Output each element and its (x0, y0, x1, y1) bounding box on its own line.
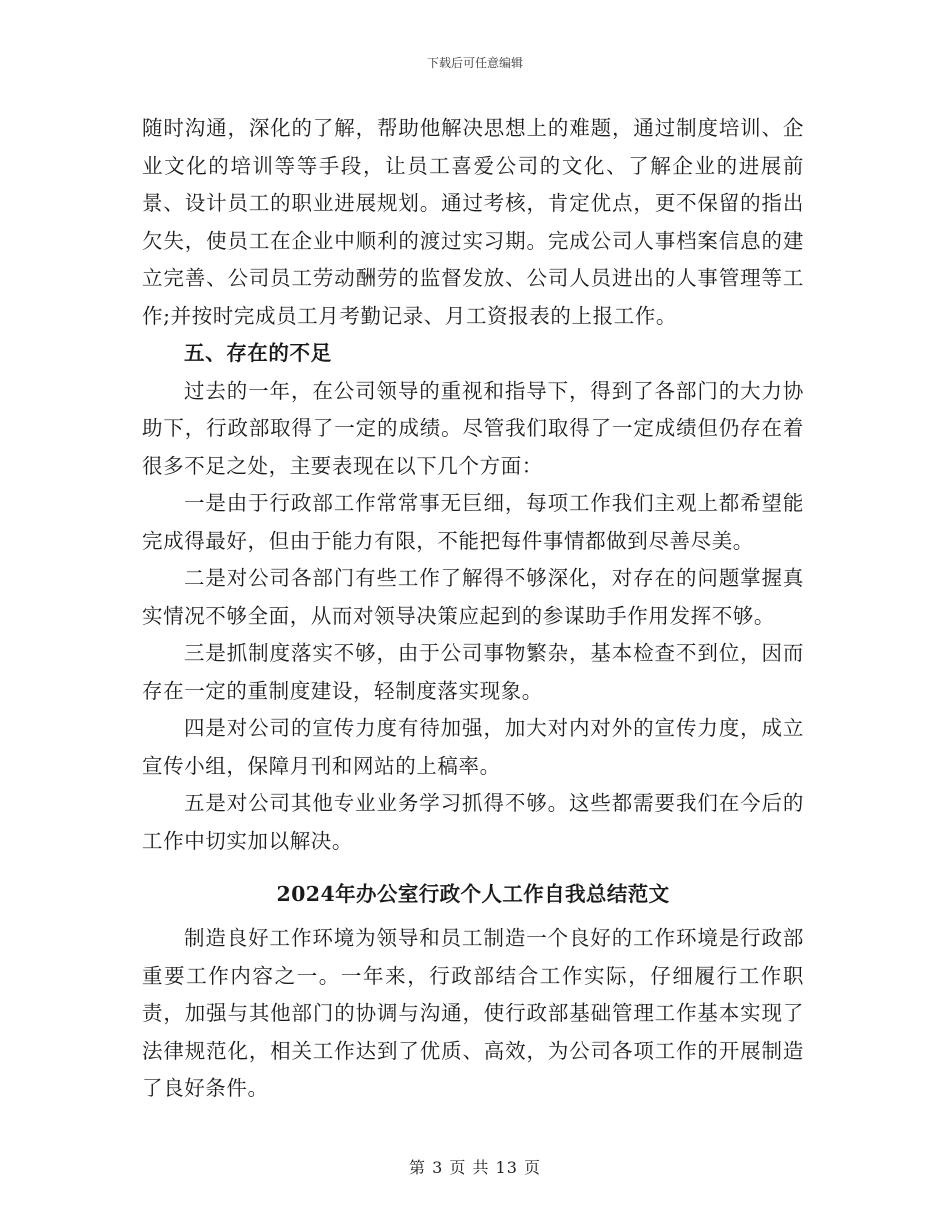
body-paragraph: 一是由于行政部工作常常事无巨细，每项工作我们主观上都希望能完成得最好，但由于能力有限，不能把每件事情都做到尽善尽美。 (142, 491, 804, 553)
document-body (142, 110, 804, 1108)
section-heading: 五、存在的不足 (184, 341, 332, 365)
page-header: 下载后可任意编辑 (426, 56, 523, 70)
page-footer: 第 3 页 共 13 页 (409, 1158, 541, 1177)
body-paragraph: 制造良好工作环境为领导和员工制造一个良好的工作环境是行政部重要工作内容之一。一年来，行政部结合工作实际，仔细履行工作职责，加强与其他部门的协调与沟通，使行政部基础管理工作基本实现了法律规范化，相关工作达到了优质、高效，为公司各项工作的开展制造了良好条件。 (142, 926, 804, 1100)
body-paragraph: 二是对公司各部门有些工作了解得不够深化，对存在的问题掌握真实情况不够全面，从而对领导决策应起到的参谋助手作用发挥不够。 (142, 566, 804, 628)
body-paragraph: 三是抓制度落实不够，由于公司事物繁杂，基本检查不到位，因而存在一定的重制度建设，轻制度落实现象。 (142, 641, 804, 703)
body-paragraph: 四是对公司的宣传力度有待加强，加大对内对外的宣传力度，成立宣传小组，保障月刊和网站的上稿率。 (142, 716, 804, 778)
article-title: 2024年办公室行政个人工作自我总结范文 (276, 882, 670, 906)
body-paragraph: 随时沟通，深化的了解，帮助他解决思想上的难题，通过制度培训、企业文化的培训等等手段，让员工喜爱公司的文化、了解企业的进展前景、设计员工的职业进展规划。通过考核，肯定优点，更不保留的指出欠失，使员工在企业中顺利的渡过实习期。完成公司人事档案信息的建立完善、公司员工劳动酬劳的监督发放、公司人员进出的人事管理等工作;并按时完成员工月考勤记录、月工资报表的上报工作。 (142, 116, 804, 328)
body-paragraph: 五是对公司其他专业业务学习抓得不够。这些都需要我们在今后的工作中切实加以解决。 (142, 791, 804, 853)
body-paragraph: 过去的一年，在公司领导的重视和指导下，得到了各部门的大力协助下，行政部取得了一定的成绩。尽管我们取得了一定成绩但仍存在着很多不足之处，主要表现在以下几个方面： (142, 378, 804, 478)
